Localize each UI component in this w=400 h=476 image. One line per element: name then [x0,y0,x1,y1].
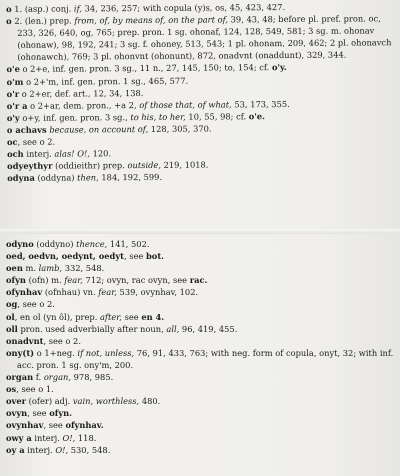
entry-grammar: , see [123,251,146,262]
entry-headword: os [6,384,17,395]
entry-references: 120. [89,148,112,159]
entry-headword: o'r [6,88,20,99]
entry-references: 978, 985. [71,372,114,383]
entry-headword: ol [6,311,15,322]
entry-headword: ofynhav [6,287,43,298]
entry-headword: o [6,16,12,27]
entry-references: 141, 502. [107,239,150,249]
entry-grammar: interj. [24,444,56,455]
entry-grammar: , see o 1. [16,384,54,395]
entry-grammar: , see o 2. [43,335,81,346]
upper-scan-strip [0,0,400,232]
entry-headword: owy a [6,432,32,443]
entry-gloss: outside, [127,160,161,171]
glossary-entry [6,298,394,310]
glossary-entry [6,323,394,335]
entry-grammar: , see o 2. [17,136,56,147]
entry-cross-reference: bot. [145,251,165,262]
entry-gloss: all, [166,323,180,334]
entry-cross-reference: o'e. [248,110,266,122]
entry-headword: och [7,148,24,160]
entry-references: 10, 55, 98; cf. [185,111,249,122]
entry-grammar: , see [43,420,66,431]
entry-references: 332, 548. [62,263,105,274]
entry-headword: odyeythyr [7,160,53,172]
entry-headword: o'r a [6,100,28,111]
entry-headword: og [6,299,18,310]
entry-gloss: O!, [62,432,76,443]
glossary-entry [6,407,394,419]
entry-references: 480. [139,396,161,407]
entry-grammar: f. [33,372,44,383]
entry-gloss: then, [77,172,99,183]
entry-grammar: m. [22,263,39,274]
glossary-entry [6,274,394,286]
entry-grammar: (oddieithr) prep. [52,160,128,171]
entry-gloss: alas! O!, [54,148,90,159]
entry-headword: oy a [6,444,25,455]
entry-headword: o [6,3,12,14]
glossary-entry [6,262,394,274]
glossary-column-upper [0,0,400,184]
entry-gloss: vain, worthless, [72,396,140,407]
entry-headword: ovynhav [6,420,44,431]
glossary-entry [6,250,394,262]
entry-gloss: thence, [76,239,108,249]
entry-gloss: to his, to her, [130,111,186,122]
entry-headword: organ [6,372,34,383]
entry-cross-reference: o'y. [271,62,287,73]
entry-headword: oc [6,136,18,147]
entry-references: 76, 91, 433, 763; with neg. form of copula, onyt, 32; with inf. acc. pron. 1 sg. ony'm, 200. [17,347,394,370]
entry-grammar: (ofnhau) vn. [42,287,99,298]
entry-cross-reference: ofyn. [49,408,73,419]
entry-gloss: fear, [98,287,117,298]
entry-headword: oll [6,323,18,334]
entry-cross-reference: rac. [189,275,208,286]
entry-grammar: , see o 2. [17,299,55,310]
entry-grammar: (oddyna) [34,172,78,184]
entry-grammar: o 2+e, inf. gen. pron. 3 sg., 11 n., 27, 145, 150; to, 154; cf. [19,62,272,75]
glossary-entry [6,12,394,63]
entry-gloss: fear, [64,275,83,286]
entry-grammar: o 1+neg. [34,347,78,358]
entry-references: 34, 236, 257; with copula (y)s, os, 45, 423, 427. [81,2,286,14]
entry-grammar: (oddyno) [33,239,77,249]
entry-grammar: o 2+'m, inf. gen. pron. 1 sg., 465, 577. [23,75,189,87]
entry-gloss: lamb, [38,263,63,274]
entry-references: see [121,311,142,322]
entry-headword: over [6,396,27,407]
entry-grammar: (ofer) adj. [26,396,73,407]
entry-references: 128, 305, 370. [148,123,212,134]
entry-headword: o achavs [6,124,47,135]
entry-headword: o'm [6,76,24,87]
entry-headword: o'e [6,64,20,75]
lower-scan-strip [0,232,400,476]
entry-references: 219, 1018. [160,159,209,171]
entry-headword: o'y [6,112,20,123]
glossary-entry [6,286,394,298]
entry-headword: odyno [6,239,34,249]
entry-references: 118. [75,432,97,443]
glossary-entry [6,347,394,371]
entry-headword: odyna [7,173,35,184]
entry-references: 53, 173, 355. [231,98,290,110]
entry-gloss: if, [73,3,83,14]
entry-headword: ofyn [6,275,26,286]
entry-gloss: O!, [55,444,69,455]
glossary-entry [6,419,394,431]
entry-references: 39, 43, 48; before pl. pref. pron. oc, 233, 326, 640, og, 765; prep. pron. 1 sg. ohonaf, 124, 128, 549, 581; 3 sg. m. ohonav (ohonaw), 98, 192, 241; 3 sg. f. ohoney, 513, 543; 1 pl. ohonam, 209, 462; 2 pl. ohonavch (ohonawch), 769; 3 pl. ohonvnt (ohonunt), 872, onadvnt (onaddunt), 329, 344. [17,13,392,63]
entry-grammar: o 2+ar, dem. pron., +a 2, [27,99,140,111]
entry-gloss: of those that, of what, [139,99,232,110]
entry-cross-reference: en 4. [141,311,165,322]
entry-references: 539, ovynhav, 102. [116,287,199,298]
glossary-entry [6,335,394,347]
glossary-column-lower [0,232,400,456]
entry-grammar: interj. [31,432,63,443]
entry-gloss: if not, unless, [77,347,135,358]
entry-headword: onadvnt [6,335,44,346]
entry-grammar: 2. (len.) prep. [11,15,75,27]
entry-grammar: interj. [23,148,55,159]
glossary-entry [7,170,395,185]
glossary-entry [6,238,394,250]
glossary-entry [6,311,394,323]
entry-headword: ovyn [6,408,28,419]
entry-grammar: pron. used adverbially after noun, [17,323,167,334]
glossary-entry [6,383,394,395]
entry-grammar: 1. (asp.) conj. [11,3,74,14]
entry-references: 96, 419, 455. [179,323,238,334]
entry-references: 712; ovyn, rac ovyn, see [82,275,190,286]
entry-grammar: , en ol (yn ôl), prep. [14,311,100,322]
entry-references: 184, 192, 599. [98,172,163,183]
glossary-entry [6,395,394,407]
glossary-entry [6,444,394,456]
entry-cross-reference: ofynhav. [65,420,104,431]
entry-grammar: o+y, inf. gen. pron. 3 sg., [19,111,131,123]
entry-gloss: organ, [43,372,72,383]
glossary-entry [6,432,394,444]
entry-gloss: from, of, by means of, on the part of, [74,14,229,26]
glossary-entry [6,371,394,383]
entry-gloss: because, on account of, [49,123,149,135]
entry-gloss: after, [99,311,122,322]
entry-headword: oed, oedvn, oedynt, oedyt [6,251,124,262]
entry-headword: ony(t) [6,347,35,358]
entry-grammar: , see [27,408,50,419]
entry-grammar: (ofn) m. [25,275,65,286]
entry-references: 530, 548. [68,444,111,455]
entry-grammar: o 2+er, def. art., 12, 34, 138. [19,87,144,99]
entry-headword: oen [6,263,23,274]
